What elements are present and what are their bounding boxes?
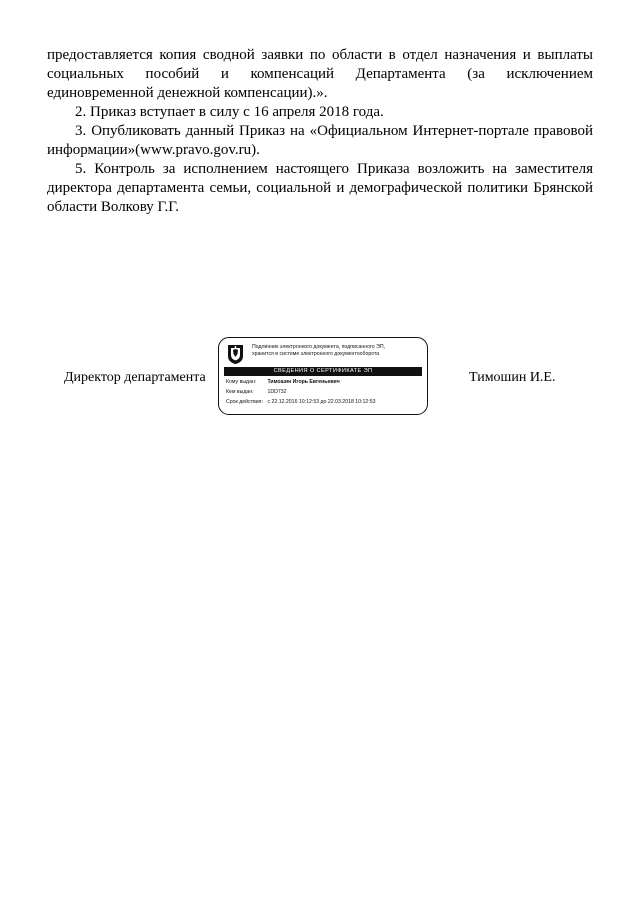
signature-block xyxy=(0,337,640,419)
issued-to-label: Кому выдан: xyxy=(226,379,257,385)
stamp-issued-to xyxy=(226,379,340,386)
document-body xyxy=(47,46,593,217)
stamp-issued-by xyxy=(226,389,287,396)
stamp-validity xyxy=(226,399,375,406)
stamp-notice-line2: хранится в системе электронного документооборота xyxy=(252,351,380,357)
validity-value: с 22.12.2016 10:12:53 до 22.03.2018 10:12:53 xyxy=(267,399,376,405)
stamp-notice-line1: Подлинник электронного документа, подписанного ЭП, xyxy=(252,344,386,350)
coat-of-arms-icon xyxy=(227,344,244,365)
signer-position: Директор департамента xyxy=(64,370,206,385)
signer-name: Тимошин И.Е. xyxy=(469,370,556,385)
stamp-notice xyxy=(252,344,424,358)
issued-by-value: 1DD732 xyxy=(267,389,287,395)
issued-to-value: Тимошин Игорь Евгеньевич xyxy=(267,379,340,385)
paragraph-effective-date: 2. Приказ вступает в силу с 16 апреля 2018 года. xyxy=(75,104,384,120)
paragraph-continuation: предоставляется копия сводной заявки по области в отдел назначения и выплаты социальных пособий и компенсаций Департамента (за исключением единовременной денежной компенсации).». xyxy=(47,47,593,101)
electronic-signature-stamp xyxy=(218,337,428,415)
stamp-header: СВЕДЕНИЯ О СЕРТИФИКАТЕ ЭП xyxy=(224,367,422,376)
paragraph-control: 5. Контроль за исполнением настоящего Приказа возложить на заместителя директора департамента семьи, социальной и демографической политики Брянской области Волкову Г.Г. xyxy=(47,161,593,215)
validity-label: Срок действия: xyxy=(226,399,263,405)
paragraph-publication: 3. Опубликовать данный Приказ на «Официальном Интернет-портале правовой информации»(www.pravo.gov.ru). xyxy=(47,123,593,158)
issued-by-label: Кем выдан: xyxy=(226,389,254,395)
